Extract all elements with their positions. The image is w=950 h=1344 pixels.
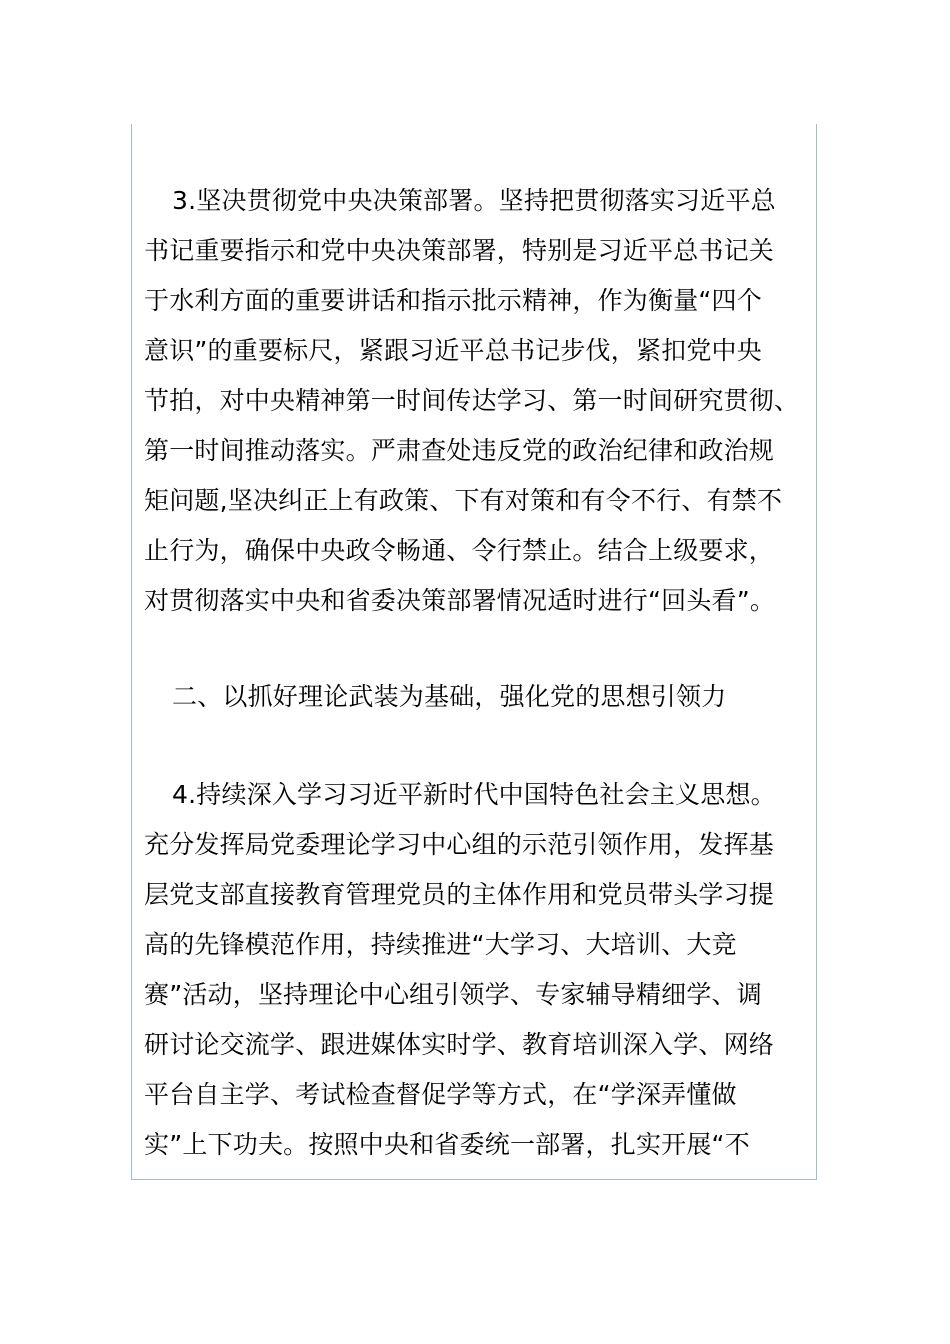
paragraph-4-line-7: 平台自主学、考试检查督促学等方式，在“学深弄懂做 [144,1080,737,1109]
paragraph-4-line-8: 实”上下功夫。按照中央和省委统一部署，扎实开展“不 [144,1130,750,1159]
paragraph-4-line-2: 充分发挥局党委理论学习中心组的示范引领作用，发挥基 [144,830,775,859]
paragraph-3-line-8: 止行为，确保中央政令畅通、令行禁止。结合上级要求， [144,536,775,565]
paragraph-3-line-6: 第一时间推动落实。严肃查处违反党的政治纪律和政治规 [144,436,775,465]
paragraph-4-line-6: 研讨论交流学、跟进媒体实时学、教育培训深入学、网络 [144,1030,775,1059]
paragraph-4-line-3: 层党支部直接教育管理党员的主体作用和党员带头学习提 [144,880,775,909]
paragraph-3-line-7: 矩问题,坚决纠正上有政策、下有对策和有令不行、有禁不 [144,486,783,515]
paragraph-3-line-2: 书记重要指示和党中央决策部署，特别是习近平总书记关 [144,236,775,265]
paragraph-4-line-4: 高的先锋模范作用，持续推进“大学习、大培训、大竞 [144,930,737,959]
paragraph-4-line-1: 4.持续深入学习习近平新时代中国特色社会主义思想。 [172,780,776,809]
paragraph-3-line-5: 节拍，对中央精神第一时间传达学习、第一时间研究贯彻、 [144,386,800,415]
paragraph-3-line-4: 意识”的重要标尺，紧跟习近平总书记步伐，紧扣党中央 [144,336,762,365]
paragraph-3-line-3: 于水利方面的重要讲话和指示批示精神，作为衡量“四个 [144,286,762,315]
paragraph-3-line-1: 3.坚决贯彻党中央决策部署。坚持把贯彻落实习近平总 [172,186,776,215]
section-heading-2: 二、以抓好理论武装为基础，强化党的思想引领力 [172,682,727,711]
paragraph-3-line-9: 对贯彻落实中央和省委决策部署情况适时进行“回头看”。 [144,586,776,615]
paragraph-4-line-5: 赛”活动，坚持理论中心组引领学、专家辅导精细学、调 [144,980,762,1009]
page-frame [131,124,817,1180]
